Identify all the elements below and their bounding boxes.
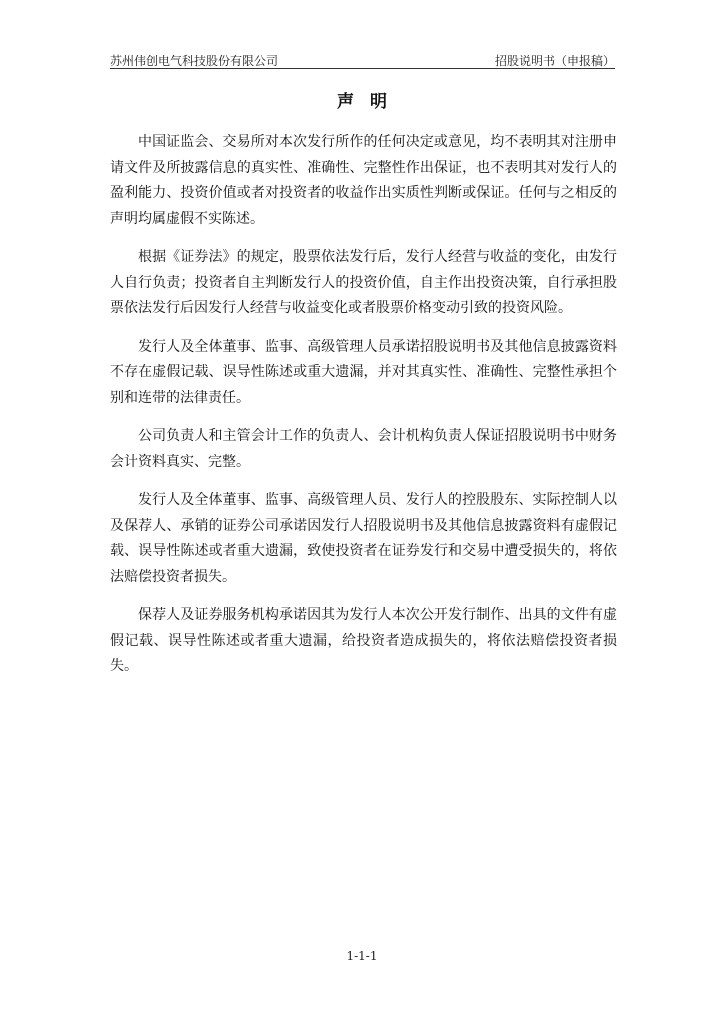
paragraph: 公司负责人和主管会计工作的负责人、会计机构负责人保证招股说明书中财务会计资料真实、完整。 — [110, 428, 617, 470]
paragraph: 根据《证券法》的规定，股票依法发行后，发行人经营与收益的变化，由发行人自行负责；投资者自主判断发行人的投资价值，自主作出投资决策，自行承担股票依法发行后因发行人经营与收益变化或者股票价格变动引致的投资风险。 — [110, 249, 617, 316]
header-divider — [110, 68, 615, 69]
page-title: 声明 — [337, 92, 403, 112]
header-document-type: 招股说明书（申报稿） — [494, 54, 615, 68]
declaration-body — [110, 130, 617, 693]
paragraph: 发行人及全体董事、监事、高级管理人员、发行人的控股股东、实际控制人以及保荐人、承销的证券公司承诺因发行人招股说明书及其他信息披露资料有虚假记载、误导性陈述或者重大遗漏，致使投资者在证券发行和交易中遭受损失的，将依法赔偿投资者损失。 — [110, 492, 617, 585]
page-header — [110, 50, 615, 68]
page-number: 1-1-1 — [346, 949, 378, 963]
paragraph: 发行人及全体董事、监事、高级管理人员承诺招股说明书及其他信息披露资料不存在虚假记载、误导性陈述或重大遗漏，并对其真实性、准确性、完整性承担个别和连带的法律责任。 — [110, 338, 617, 406]
header-company-name: 苏州伟创电气科技股份有限公司 — [110, 54, 279, 68]
paragraph: 中国证监会、交易所对本次发行所作的任何决定或意见，均不表明其对注册申请文件及所披露信息的真实性、准确性、完整性作出保证，也不表明其对发行人的盈利能力、投资价值或者对投资者的收益作出实质性判断或保证。任何与之相反的声明均属虚假不实陈述。 — [110, 134, 617, 227]
paragraph: 保荐人及证券服务机构承诺因其为发行人本次公开发行制作、出具的文件有虚假记载、误导性陈述或者重大遗漏，给投资者造成损失的，将依法赔偿投资者损失。 — [110, 607, 617, 674]
